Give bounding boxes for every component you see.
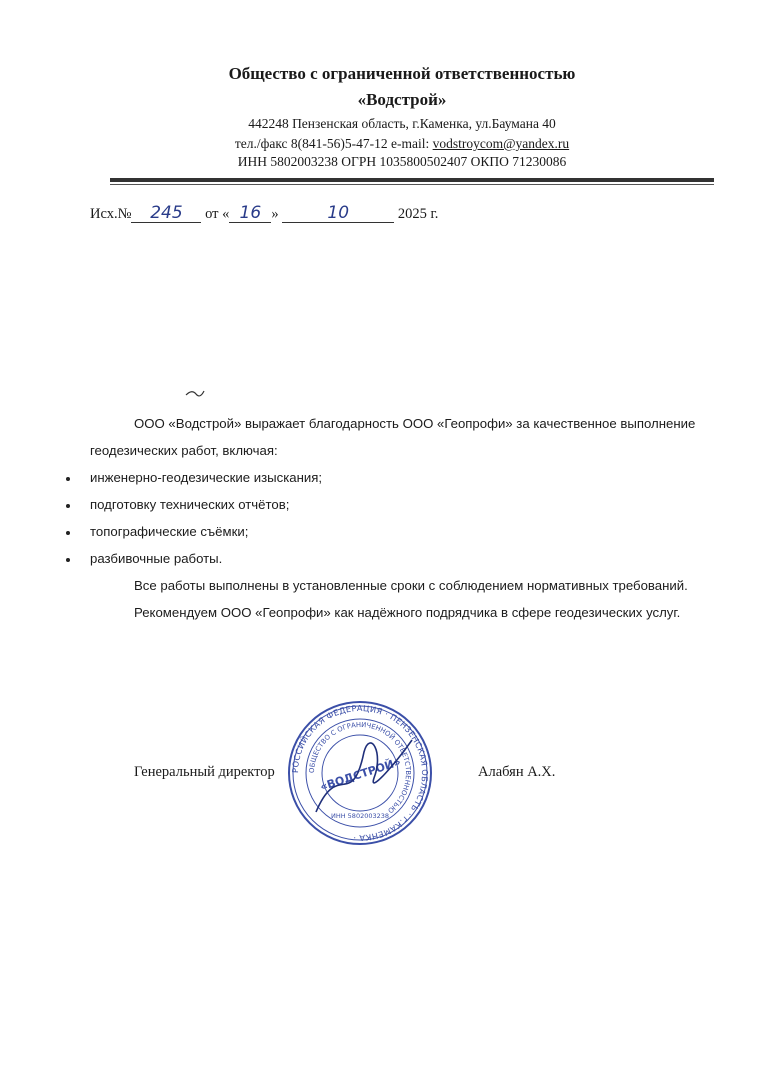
- closing-line1: Все работы выполнены в установленные сроки с соблюдением нормативных требований.: [134, 578, 688, 593]
- bullet-dot: [66, 477, 70, 481]
- org-name-line1: Общество с ограниченной ответственностью: [228, 64, 576, 83]
- org-registration: ИНН 5802003238 ОГРН 1035800502407 ОКПО 71230086: [237, 154, 567, 169]
- date-day: 16: [229, 204, 271, 223]
- bullet-item-3: топографические съёмки;: [90, 524, 249, 539]
- date-from-label: от «: [205, 206, 230, 222]
- stamp-graphic: [286, 700, 434, 846]
- org-contacts: [20, 136, 764, 152]
- stamp-center-text: «ВОДСТРОЙ»: [318, 755, 403, 794]
- outgoing-prefix: Исх.№: [90, 206, 132, 222]
- stamp-outer-text: РОССИЙСКАЯ ФЕДЕРАЦИЯ · ПЕНЗЕНСКАЯ ОБЛАСТЬ · г.КАМЕНКА ·: [289, 702, 431, 844]
- intro-line2: геодезических работ, включая:: [90, 443, 278, 458]
- closing-line2: Рекомендуем ООО «Геопрофи» как надёжного подрядчика в сфере геодезических услуг.: [134, 605, 681, 620]
- company-stamp: [286, 700, 434, 846]
- bullet-dot: [66, 558, 70, 562]
- header-rule-thick: [110, 178, 714, 182]
- org-address: 442248 Пензенская область, г.Каменка, ул.Баумана 40: [248, 116, 556, 131]
- signatory-name: Алабян А.Х.: [478, 764, 556, 780]
- email-link[interactable]: vodstroycom@yandex.ru: [432, 136, 570, 151]
- outgoing-number: 245: [131, 204, 201, 223]
- bullet-dot: [66, 531, 70, 535]
- outgoing-number-line: [90, 204, 438, 223]
- signatory-position: Генеральный директор: [134, 764, 275, 780]
- bullet-item-2: подготовку технических отчётов;: [90, 497, 290, 512]
- phone-fax: тел./факс 8(841-56)5-47-12 e-mail:: [234, 136, 433, 151]
- stamp-inner-text: ОБЩЕСТВО С ОГРАНИЧЕННОЙ ОТВЕТСТВЕННОСТЬЮ: [307, 720, 413, 815]
- bullet-item-1: инженерно-геодезические изыскания;: [90, 470, 323, 485]
- intro-line1: ООО «Водстрой» выражает благодарность ООО «Геопрофи» за качественное выполнение: [134, 416, 696, 431]
- date-month: 10: [282, 204, 394, 223]
- org-name-line2: «Водстрой»: [357, 90, 447, 109]
- stamp-inn-text: ИНН 5802003238: [330, 812, 390, 820]
- header-rule-thin: [110, 184, 714, 185]
- date-day-close: »: [271, 206, 279, 222]
- bullet-item-4: разбивочные работы.: [90, 551, 223, 566]
- ink-mark: [184, 388, 206, 398]
- bullet-dot: [66, 504, 70, 508]
- date-year: 2025 г.: [397, 206, 439, 222]
